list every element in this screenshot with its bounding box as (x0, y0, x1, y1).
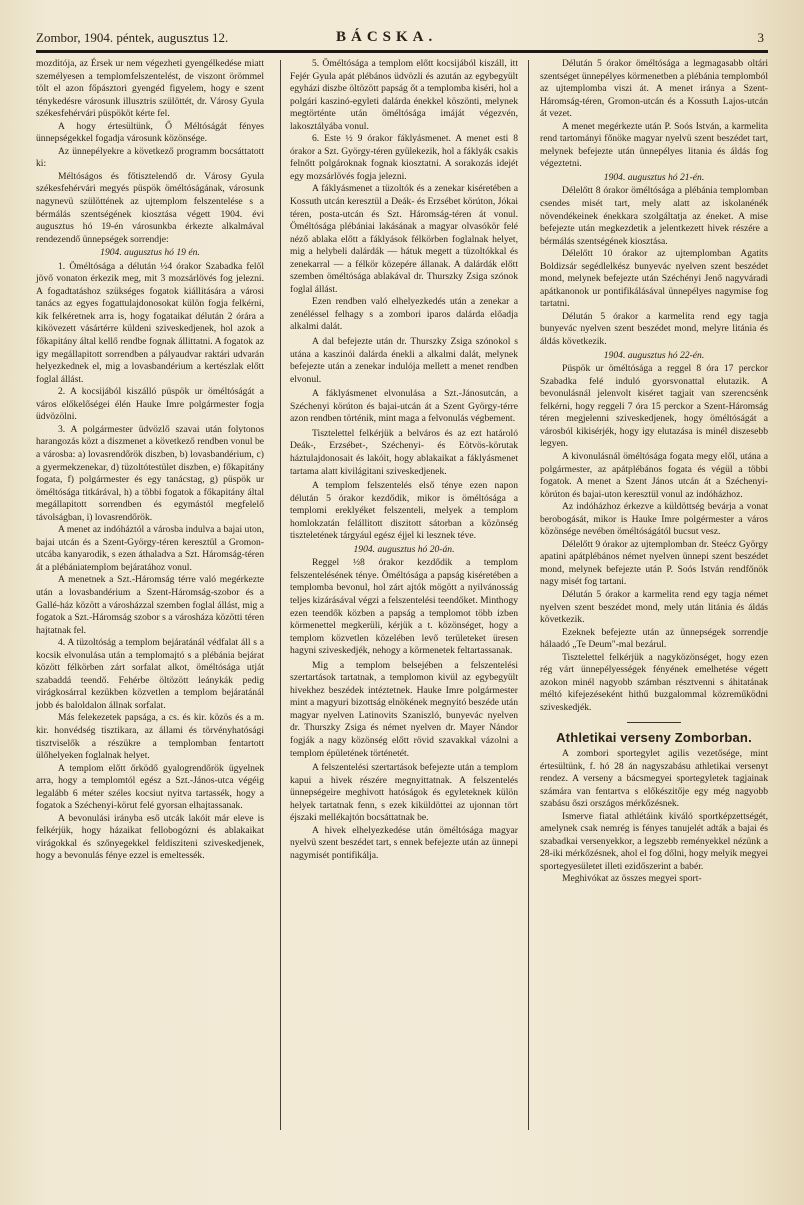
column-3 (540, 58, 768, 886)
paragraph: A kivonulásnál öméltósága fogata megy elől, utána a polgármester, az apátplébános fogata és végül a többi fogatok. A menet a Szent János utcán át a Széchenyi-körúton és bajai-uton keresztül vonul az indóházhoz. (540, 450, 768, 500)
paragraph: Az ünnepélyekre a következő programm bocsáttatott ki: (36, 145, 264, 170)
paragraph: Meghivókat az összes megyei sport- (562, 873, 702, 885)
page-header (36, 30, 768, 48)
paragraph: Délután 5 órakor a karmelita rend egy tagja német nyelven szent beszédet mond, mely után litánia és áldás következik. (540, 588, 768, 626)
paragraph: Ismerve fiatal athlétáink kiváló sportképzettségét, amelynek csak nemrég is fényes tanujelét adták a bajai és szabadkai versenyekkor, a legszebb reményekkel nézünk a 28-iki mérkőzésnek, ahol el fog dőlni, hogy melyik megyei sportegyesületet illeti ezidőszerint a babér. (540, 810, 768, 872)
paragraph: Ezeknek befejezte után az ünnepségek sorrendje hálaadó „Te Deum"-mal bezárul. (540, 626, 768, 651)
newspaper-title: BÁCSKA. (336, 29, 438, 45)
page-number: 3 (757, 30, 764, 45)
paragraph: A menet megérkezte után P. Soós István, a karmelita rend tartományi főnöke magyar nyelvü szent beszédet tart, melynek befejezte után ünnepélyes litania és áldás fog végeztetni. (540, 120, 768, 170)
paragraph: A hivek elhelyezkedése után öméltósága magyar nyelvü szent beszédet tart, s ennek befejezte után az ünnepi nagymisét pontifikálja. (290, 824, 519, 861)
date-heading: 1904. augusztus hó 22-én. (603, 349, 705, 361)
paragraph: Méltóságos és főtisztelendő dr. Városy Gyula székesfehérvári megyés püspök öméltóságának, városunk nagynevü szülöttének az ujtemplom felszentelése s a bérmálás szentségének kiosztása végett 1904. évi augusztus hó 19-én városunkba érkezte alkalmával rendezendő ünnepségek sorrendje: (36, 170, 264, 245)
date-heading: 1904. augusztus hó 21-én. (603, 171, 705, 183)
issue-date: Zombor, 1904. péntek, augusztus 12. (36, 30, 229, 45)
paragraph: mozditója, az Érsek ur nem végezheti gyengélkedése miatt személyesen a templomfelszentelést, de viszont örömmel tölt el azon főpásztori gyengéd figyelem, hogy e szent ténykedésre városunk illusztris szülöttét, dr. Városy Gyula székesfehérvári püspököt kérte fel. (36, 58, 264, 120)
paragraph: A templom felszentelés első ténye ezen napon délután 5 órakor kezdődik, mikor is öméltósága a templomi ereklyéket felszenteli, melyek a templom homlokzatán felállitott diszitott sátorban a közönség tiszteletének tárgyául egész éjjel ki lesznek téve. (290, 480, 518, 542)
paragraph: A hogy értesültünk, Ő Méltóságát fényes ünnepségekkel fogadja városunk közönsége. (36, 120, 264, 145)
paragraph: A templom előtt őrködő gyalogrendőrök ügyelnek arra, hogy a templomtól egész a Szt.-János-utca végéig legalább 6 méter széles kocsiut nyitva tartassék, hogy a fogatok a Széchenyi-körut felé gyorsan elhajtassanak. (36, 762, 264, 812)
paragraph: Délelőtt 10 órakor az ujtemplomban Agatits Boldizsár segédlelkész bunyevác nyelven szent beszédet mond, melynek befejezte után Széchényi Jenő nagyváradi apátkanonok ur pontifikálásával ünnepélyes nagymise fog tartatni. (540, 248, 768, 310)
paragraph: A bevonulási irányba eső utcák lakóit már eleve is felkérjük, hogy házaikat fellobogózni és ablakaikat virágokkal és szőnyegekkel feldisziteni sziveskedjenek, hogy a bevonulás fénye ezzel is emeltessék. (36, 812, 264, 862)
paragraph: Délután 5 órakor öméltósága a legmagasabb oltári szentséget ünnepélyes körmenetben a plébánia templomból az ujtemplomba viszi át. A menet iránya a Szent-Háromság-téren, Gromon-utcán és a Kossuth Lajos-utcán át vezet. (540, 58, 768, 120)
paragraph: 2. A kocsijából kiszálló püspök ur öméltóságát a város előkelőségei élén Hauke Imre polgármester fogja üdvözölni. (36, 386, 264, 423)
paragraph: 5. Öméltósága a templom előtt kocsijából kiszáll, itt Fejér Gyula apát plébános üdvözli és azután az egybegyült egyházi diszbe öltözött papság őt a templomba kiséri, hol a polgári kaszinó-egyleti dalárda énekkel köszönti, melynek megtörténte után öméltósága imáját végezvén, lakosztályába vonul. (290, 58, 518, 132)
column-divider (528, 60, 529, 1130)
paragraph: Reggel ½8 órakor kezdődik a templom felszentelésének ténye. Öméltósága a papság kiséretében a templomba bevonul, hol zárt ajtók mögött a nyilvánosság teljes kizárásával végzi a felszentelési teendőket. Minthogy ezen teendők közben a papság a templomot több izben körmenettel megkerüli, kérjük a t. közönséget, hogy a templom közvetlen közelében levő területeket üresen hagyni sziveskedjék, nehogy a körmenetek feltartassanak. (290, 557, 518, 657)
paragraph: Délelőtt 9 órakor az ujtemplomban dr. Steécz György apatini apátplébános német nyelven ünnepi szent beszédet mond, melynek befejezte után P. Soós István rendfőnök nagy misét fog tartani. (540, 538, 768, 588)
header-rule (36, 50, 768, 53)
paragraph: A fáklyásmenet a tüzoltók és a zenekar kiséretében a Kossuth utcán keresztül a Deák- és Erzsébet körúton, Jókai téren, posta-utcán és Szt. Háromság-téren át vonul. Öméltósága plébániai lakásának a magyar olvasókör felé néző ablaka előtt a fáklyások félkörben foglalnak helyet, mig a helybeli dalárdák — hátuk megett a tüzoltókkal és zenekarral — a félkör közepére állanak. A dalárdák előtt szemben öméltósága ablakával dr. Thurszky Zsiga szónok foglal állást. (290, 183, 518, 295)
paragraph: Tisztelettel felkérjük a belváros és az ezt határoló Deák-, Erzsébet-, Széchenyi- és Eötvös-körutak háztulajdonosait és lakóit, hogy ablakaikat a fáklyásmenet tartama alatt kivilágitani sziveskedjenek. (290, 427, 518, 477)
date-heading: 1904. augusztus hó 20-án. (353, 543, 455, 555)
column-divider (280, 60, 281, 1130)
paragraph: Püspök ur öméltósága a reggel 8 óra 17 perckor Szabadka felé induló gyorsvonattal elutazik. A bevonulásnál jelenvolt kiséret tagjait van szerencsénk felkérni, hogy reggeli 7 óra 15 perckor a Szent-Háromság téren megjelenni sziveskedjenek, hogy öméltóságát a városból kikisérjék, hogy igy elutazása is minél diszesebb legyen. (540, 363, 768, 450)
paragraph: A fáklyásmenet elvonulása a Szt.-Jánosutcán, a Széchenyi körúton és bajai-utcán át a Szent György-térre azon rendben történik, mint maga a felvonulás végbement. (290, 388, 518, 425)
paragraph: Ezen rendben való elhelyezkedés után a zenekar a zenéléssel felhagy s a zombori iparos dalárda előadja alkalmi dalát. (290, 296, 518, 333)
paragraph: Délután 5 órakor a karmelita rend egy tagja bunyevác nyelven szent beszédet mond, melyre litánia és áldás következik. (540, 310, 768, 348)
paragraph: Az indóházhoz érkezve a küldöttség bevárja a vonat berobogását, mikor is Hauke Imre polgérmester a város közönsége nevében öméltóságától bucsut vesz. (540, 501, 768, 538)
paragraph: Délelőtt 8 órakor öméltósága a plébánia templomban csendes misét tart, mely alatt az iskolanénék növendékeinek énekkara szolgáltatja az éneket. A mise befejezte után megkezdetik a jelentkezett hivek részére a bérmálás szentségének kiosztása. (540, 185, 768, 247)
paragraph: Más felekezetek papsága, a cs. és kir. közös és a m. kir. honvédség tisztikara, az állami és törvényhatósági tisztviselők a részükre a templomban fentartott ülőhelyeken foglalnak helyet. (36, 712, 264, 762)
paragraph: A zombori sportegylet agilis vezetősége, mint értesültünk, f. hó 28 án nagyszabásu athletikai versenyt rendez. A verseny a bácsmegyei sportegyletek tagjainak számára van fentartva s előkészitője egy még nagyobb szabásu őszi országos mérkőzésnek. (540, 747, 768, 810)
date-heading: 1904. augusztus hó 19 én. (100, 247, 200, 259)
paragraph: A menetnek a Szt.-Háromság térre való megérkezte után a lovasbandérium a Szent-Háromság-szobor és a Gallé-ház között a városházzal szemben foglal állást, mig a fogatok a Szt.-Háromság szobor s a városháza közötti téren hajtatnak fel. (36, 574, 264, 636)
column-1 (36, 58, 264, 863)
paragraph: 3. A polgármester üdvözlő szavai után folytonos harangozás közt a diszmenet a következő rendben vonul be a városba: a) lovasrendőrök diszben, b) lovasbandérium, c) a gyermekzenekar, d) tüzoltótestület diszben, e) főkapitány fogata, f) polgármester és egy tanácstag, g) püspök ur öméltósága titkárával, h) a többi fogatok a főkapitány által megállapitott sorrendben és egymástól megfelelő távolságban, i) lovasrendőrök. (36, 423, 264, 523)
article-title: Athletikai verseny Zomborban. (556, 730, 752, 746)
paragraph: Mig a templom belsejében a felszentelési szertartások tartatnak, a templomon kivül az egybegyült hivekhez beszédek intéztetnek. Hauke Imre polgármester mint a magyuri bizottság elnökének megnyitó beszéde után magyar nyelven Latinovits Szaniszló, bunyevác nyelven dr. Thurszky Zsiga és német nyelven dr. Mayer Nándor fogják a nagy közönség előtt rövid szavakkal vázolni a templom épületének történetét. (290, 659, 518, 759)
paragraph: Tisztelettel felkérjük a nagyközönséget, hogy ezen rég várt ünnepélyességek fényének emelhetése végett azokon minél nagyobb számban résztvenni s áhitatának méltó kifejezéseként hithű buzgalommal közreműködni sziveskedjék. (540, 651, 768, 713)
column-2 (290, 58, 518, 862)
paragraph: A felszentelési szertartások befejezte után a templom kapui a hivek részére megnyittatnak. A felszentelés ünnepségeire meghivott hatóságok és egyleteknek külön helyek tartatnak fenn, s ezek kiküldöttei az ujonnan tört éjszaki mellékajtón bocsáttatnak be. (290, 762, 518, 824)
paragraph: 1. Öméltósága a délután ½4 órakor Szabadka felől jövő vonaton érkezik meg, mit 3 mozsárlövés fog jelezni. A fogadtatáshoz szükséges fogatok kiállitására a városi tanács az egyes fogattulajdonosokat külön fogja felkérni, kik felkéretnek arra is, hogy fogataikat délután 2 órára a kikövezett vásártérre küldeni sziveskedjenek, hol azok a főkapitány által kellő rendbe fognak állittatni. A fogatok az igy megállapitott sorrendben a pályaudvar raktári udvarán helyezkednek el, mig a lovasbandérium a kertészlak előtt foglal állást. (36, 260, 264, 385)
paragraph: A dal befejezte után dr. Thurszky Zsiga szónokol s utána a kaszinói dalárda énekli a alkalmi dalát, melynek befejezte után a zenekar indulója mellett a menet rendben elvonul. (290, 336, 518, 385)
paragraph: A menet az indóháztól a városba indulva a bajai uton, bajai utcán és a Szent-György-téren keresztül a Gromon-utcába kanyarodik, s ezen áthaladva a Szt. Háromság-téren át a plébániatemplom bejáratához vonul. (36, 524, 264, 573)
paragraph: 4. A tüzoltóság a templom bejáratánál védfalat áll s a kocsik elvonulása után a templomajtó s a plébánia bejárat között félkörben zárt sorfalat alkot, öméltósága utját szabaddá teendő. Fehérbe öltözött leánykák pedig virágkosárral kezükben közvetlen a templom bejáratánál jobb és baloldalon állnak sorfalat. (36, 637, 264, 711)
paragraph: 6. Este ½ 9 órakor fáklyásmenet. A menet esti 8 órakor a Szt. György-téren gyülekezik, hol a fáklyák csakis felnőtt polgároknak fognak kiosztatni. A sorakozás idejét egy mozsárlövés fogja jelezni. (290, 133, 518, 182)
section-divider (627, 722, 681, 723)
